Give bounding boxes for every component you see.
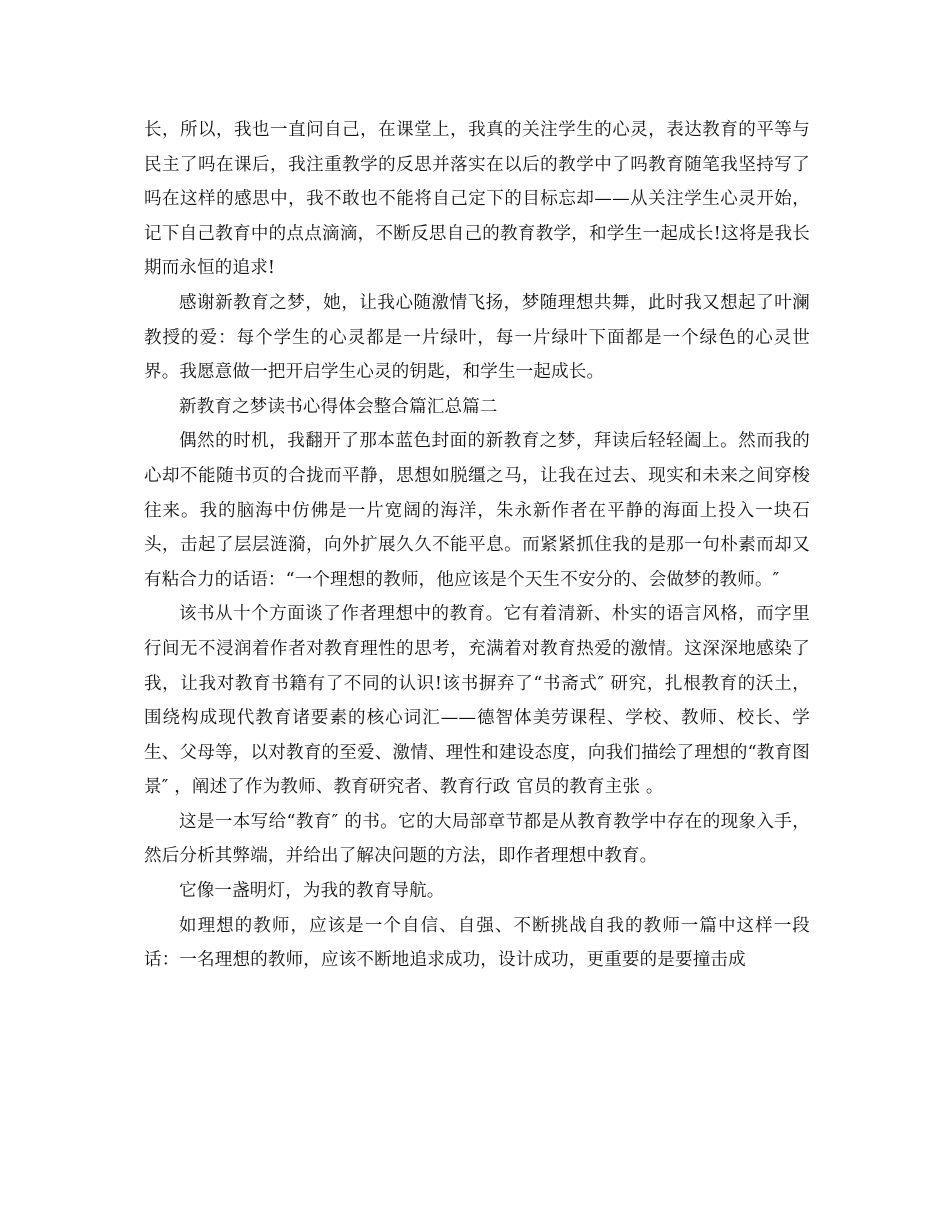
paragraph: 偶然的时机，我翻开了那本蓝色封面的新教育之梦，拜读后轻轻阖上。然而我的心却不能随书页的合拢而平静，思想如脱缰之马，让我在过去、现实和未来之间穿梭往来。我的脑海中仿佛是一片宽阔的海洋，朱永新作者在平静的海面上投入一块石头，击起了层层涟漪，向外扩展久久不能平息。而紧紧抓住我的是那一句朴素而却又有粘合力的话语：“一个理想的教师，他应该是个天生不安分的、会做梦的教师。″ bbox=[144, 431, 810, 590]
paragraph: 这是一本写给“教育″ 的书。它的大局部章节都是从教育教学中存在的现象入手，然后分析其弊端，并给出了解决问题的方法，即作者理想中教育。 bbox=[144, 811, 810, 867]
paragraph: 如理想的教师，应该是一个自信、自强、不断挑战自我的教师一篇中这样一段话：一名理想的教师，应该不断地追求成功，设计成功，更重要的是要撞击成 bbox=[144, 915, 810, 971]
paragraph-continuation: 长，所以，我也一直问自己，在课堂上，我真的关注学生的心灵，表达教育的平等与民主了吗在课后，我注重教学的反思并落实在以后的教学中了吗教育随笔我坚持写了吗在这样的感思中，我不敢也不能将自己定下的目标忘却——从关注学生心灵开始，记下自己教育中的点点滴滴，不断反思自己的教育教学，和学生一起成长!这将是我长期而永恒的追求! bbox=[144, 120, 810, 279]
paragraph: 感谢新教育之梦，她，让我心随激情飞扬，梦随理想共舞，此时我又想起了叶澜教授的爱：每个学生的心灵都是一片绿叶，每一片绿叶下面都是一个绿色的心灵世界。我愿意做一把开启学生心灵的钥匙，和学生一起成长。 bbox=[144, 292, 810, 383]
paragraph: 该书从十个方面谈了作者理想中的教育。它有着清新、朴实的语言风格，而字里行间无不浸润着作者对教育理性的思考，充满着对教育热爱的激情。这深深地感染了我，让我对教育书籍有了不同的认识!该书摒弃了“书斋式″ 研究，扎根教育的沃土，围绕构成现代教育诸要素的核心词汇——德智体美劳课程、学校、教师、校长、学生、父母等，以对教育的至爱、激情、理性和建设态度，向我们描绘了理想的“教育图景″ ，阐述了作为教师、教育研究者、教育行政 官员的教育主张 。 bbox=[144, 604, 810, 798]
section-heading: 新教育之梦读书心得体会整合篇汇总篇二 bbox=[179, 396, 498, 417]
paragraph: 它像一盏明灯，为我的教育导航。 bbox=[179, 881, 445, 902]
document-body bbox=[144, 113, 810, 978]
